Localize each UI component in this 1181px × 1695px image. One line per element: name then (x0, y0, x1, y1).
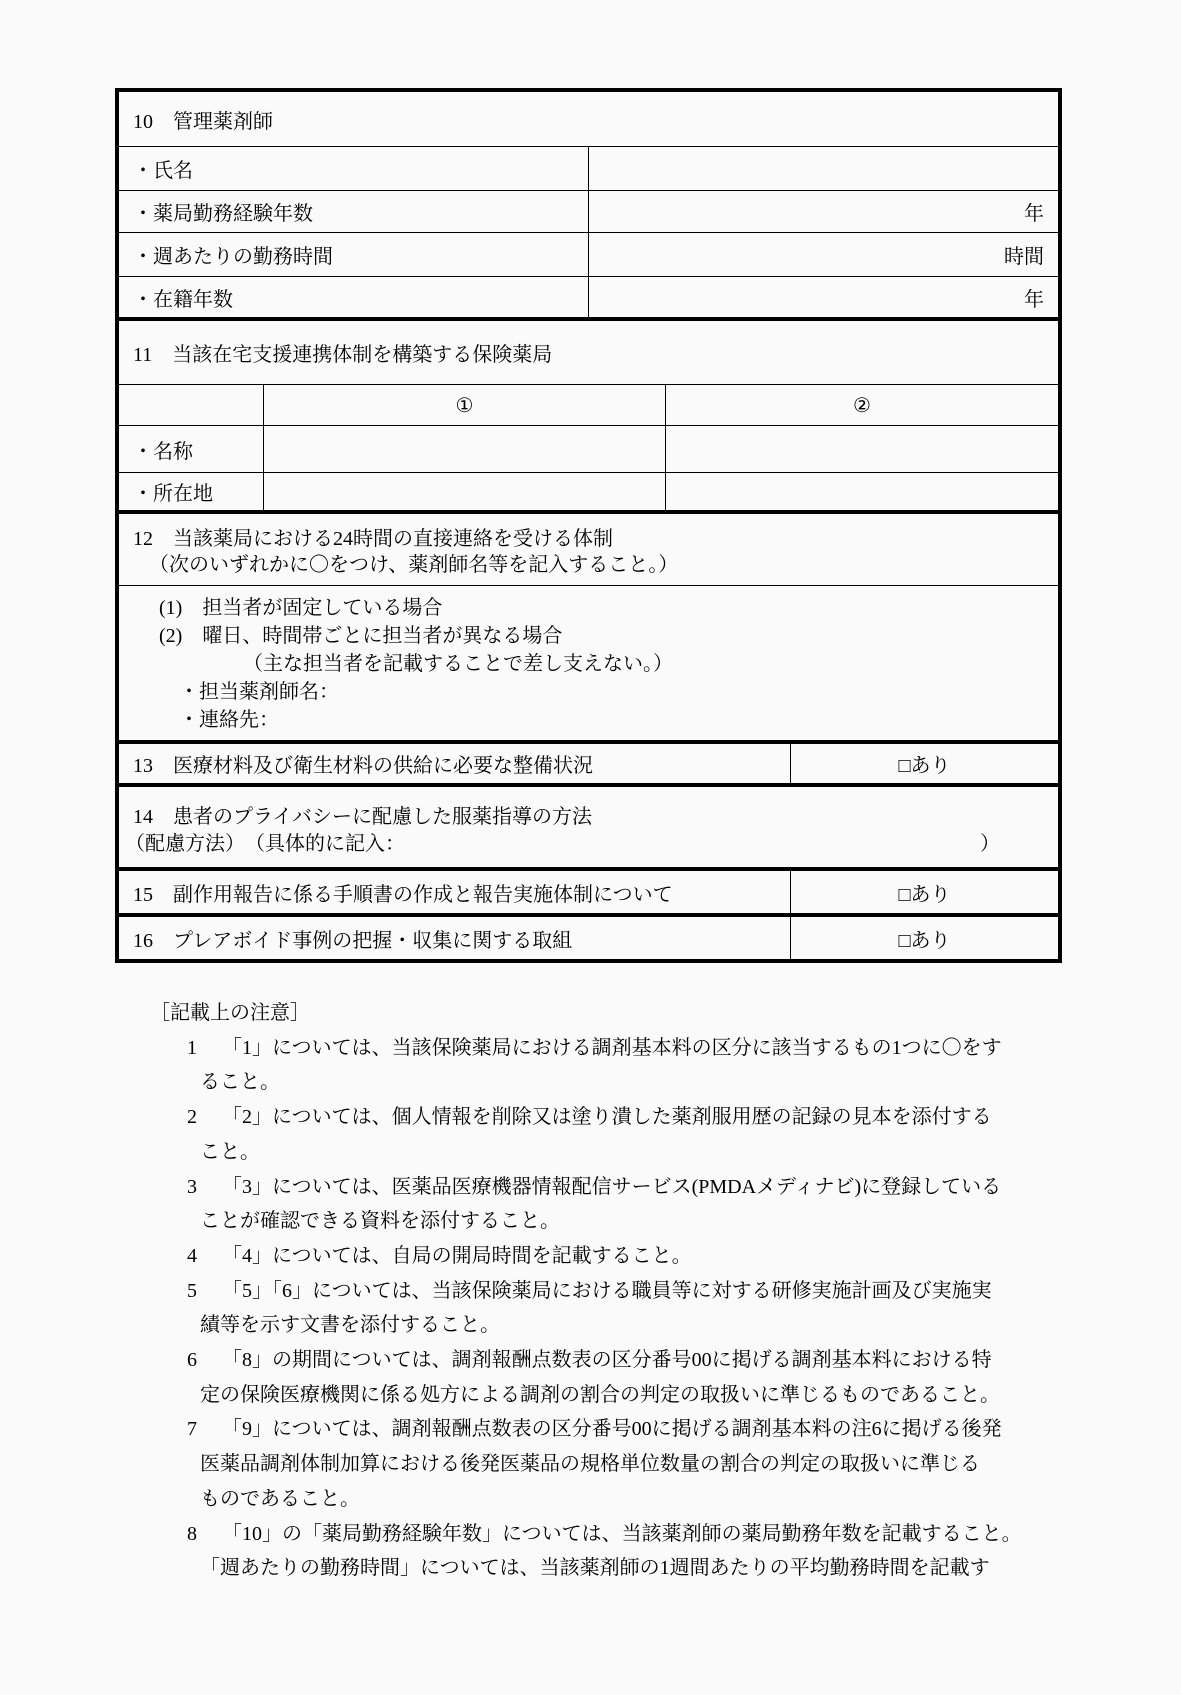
note-text-line: 績等を示す文書を添付すること。 (200, 1314, 500, 1337)
note-number: 3 (187, 1175, 197, 1198)
note-text-line: 「5」「6」については、当該保険薬局における職員等に対する研修実施計画及び実施実 (222, 1279, 992, 1302)
option-2-varies-by-day[interactable]: (2) 曜日、時間帯ごとに担当者が異なる場合 (159, 625, 563, 647)
table-row (119, 233, 1058, 277)
note-number: 2 (187, 1106, 197, 1129)
pharmacist-name-prompt: ・担当薬剤師名： (179, 681, 339, 703)
note-text-line: ること。 (200, 1071, 280, 1094)
tenure-years-input-cell[interactable] (589, 277, 1058, 317)
partner-pharmacy-name-label: ・名称 (119, 426, 264, 472)
section11-header-row (119, 321, 1058, 385)
contact-info-prompt: ・連絡先： (179, 709, 279, 731)
table-row (119, 147, 1058, 191)
section15-label: 15 副作用報告に係る手順書の作成と報告実施体制について (119, 871, 791, 913)
note-number: 8 (187, 1522, 197, 1545)
circled-2-column-header: ② (853, 394, 871, 417)
section14-close-paren: ） (980, 833, 1000, 855)
note-text-line: ものであること。 (200, 1487, 360, 1510)
blank-corner-cell (119, 385, 264, 425)
note-text-line: ことが確認できる資料を添付すること。 (200, 1210, 560, 1233)
unit-label: 時間 (1004, 246, 1044, 268)
note-text-line: 「1」については、当該保険薬局における調剤基本料の区分に該当するもの1つに〇をす (222, 1036, 1002, 1059)
section11-title: 11 当該在宅支援連携体制を構築する保険薬局 (133, 344, 553, 366)
section12-header-row (119, 514, 1058, 586)
pharmacy-experience-years-label: ・薬局勤務経験年数 (119, 191, 589, 232)
section16-label: 16 プレアボイド事例の把握・収集に関する取組 (119, 917, 791, 959)
partner1-name-input-cell[interactable] (264, 426, 666, 472)
note-item-5 (150, 1274, 1090, 1343)
note-text-line: 「8」の期間については、調剤報酬点数表の区分番号00に掲げる調剤基本料における特 (222, 1349, 992, 1372)
note-text-line: 「9」については、調剤報酬点数表の区分番号00に掲げる調剤基本料の注6に掲げる後発 (222, 1418, 1002, 1441)
section16-ari-checkbox[interactable]: □あり (898, 929, 951, 952)
note-number: 7 (187, 1418, 197, 1441)
note-text-line: 「週あたりの勤務時間」については、当該薬剤師の1週間あたりの平均勤務時間を記載す (200, 1557, 990, 1580)
note-text-line: 「3」については、医薬品医療機器情報配信サービス(PMDAメディナビ)に登録している (222, 1175, 1002, 1198)
note-text-line: 「10」の「薬局勤務経験年数」については、当該薬剤師の薬局勤務年数を記載すること。 (222, 1522, 1022, 1545)
manager-name-label: ・氏名 (119, 147, 589, 190)
section11-column-header-row (119, 385, 1058, 426)
notes-section (150, 996, 1090, 1586)
note-number: 6 (187, 1349, 197, 1372)
note-number: 5 (187, 1279, 197, 1302)
section15-row (119, 871, 1058, 917)
note-number: 4 (187, 1244, 197, 1267)
option-2-note: （主な担当者を記載することで差し支えない。） (243, 653, 673, 675)
note-text-line: 「4」については、自局の開局時間を記載すること。 (222, 1244, 692, 1267)
note-item-2 (150, 1100, 1090, 1169)
section10-title: 10 管理薬剤師 (133, 110, 273, 133)
section14-row (119, 787, 1058, 871)
partner2-address-input-cell[interactable] (666, 473, 1058, 510)
section10-header-row (119, 92, 1058, 147)
option-1-fixed-person[interactable]: (1) 担当者が固定している場合 (159, 597, 443, 619)
note-text-line: 医薬品調剤体制加算における後発医薬品の規格単位数量の割合の判定の取扱いに準じる (200, 1453, 980, 1476)
note-item-8 (150, 1517, 1090, 1586)
note-item-1 (150, 1031, 1090, 1100)
section14-detail-fill-line[interactable] (119, 831, 1058, 858)
note-text-line: 「2」については、個人情報を削除又は塗り潰した薬剤服用歴の記録の見本を添付する (222, 1106, 992, 1129)
manager-name-input-cell[interactable] (589, 147, 1058, 190)
section12-title-line1: 12 当該薬局における24時間の直接連絡を受ける体制 (133, 528, 613, 550)
note-text-line: こと。 (200, 1140, 260, 1163)
note-item-7 (150, 1412, 1090, 1516)
weekly-hours-label: ・週あたりの勤務時間 (119, 233, 589, 276)
contact-system-fill-area[interactable] (119, 586, 1058, 740)
table-row (119, 277, 1058, 321)
note-item-3 (150, 1170, 1090, 1239)
section16-row (119, 917, 1058, 959)
section14-detail-prompt: （配慮方法） （具体的に記入： (125, 833, 405, 855)
unit-label: 年 (1024, 203, 1044, 225)
section12-title-line2: （次のいずれかに〇をつけ、薬剤師名等を記入すること。） (149, 554, 679, 576)
circled-1-column-header: ① (264, 385, 666, 425)
tenure-years-label: ・在籍年数 (119, 277, 589, 317)
pharmacy-experience-years-input-cell[interactable] (589, 191, 1058, 232)
section14-label: 14 患者のプライバシーに配慮した服薬指導の方法 (133, 806, 592, 828)
partner-pharmacy-address-label: ・所在地 (119, 473, 264, 510)
section13-row (119, 744, 1058, 787)
section12-body-row (119, 586, 1058, 744)
section13-ari-checkbox[interactable]: □あり (898, 755, 951, 777)
partner2-name-input-cell[interactable] (666, 426, 1058, 472)
note-item-6 (150, 1343, 1090, 1412)
note-item-4 (150, 1239, 1090, 1274)
pharmacy-report-form-table (115, 88, 1062, 963)
unit-label: 年 (1024, 288, 1044, 311)
partner1-address-input-cell[interactable] (264, 473, 666, 510)
table-row (119, 426, 1058, 473)
note-text-line: 定の保険医療機関に係る処方による調剤の割合の判定の取扱いに準じるものであること。 (200, 1383, 1000, 1406)
note-number: 1 (187, 1036, 197, 1059)
notes-header: ［記載上の注意］ (150, 1002, 310, 1024)
table-row (119, 473, 1058, 514)
section15-ari-checkbox[interactable]: □あり (898, 883, 951, 906)
section13-label: 13 医療材料及び衛生材料の供給に必要な整備状況 (119, 744, 791, 783)
weekly-hours-input-cell[interactable] (589, 233, 1058, 276)
table-row (119, 191, 1058, 233)
